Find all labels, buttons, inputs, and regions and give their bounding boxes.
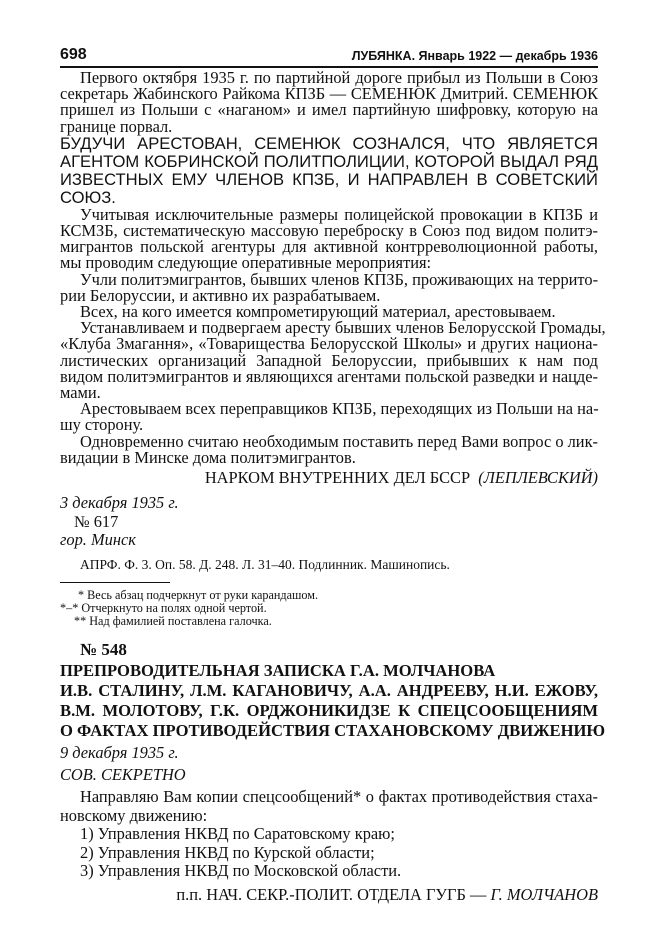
text-line: Учли политэмигрантов, бывших членов КПЗБ, проживающих на террито-: [80, 269, 599, 289]
list: [60, 825, 598, 881]
text-line: КСМЗБ, систематическую массовую переброску в Союз под видом политэ-: [60, 221, 598, 241]
doc1-signature: [60, 469, 598, 488]
text-line: Устанавливаем и подвергаем аресту бывших членов Белорусской Громады,: [80, 318, 606, 338]
doc-date: 3 декабря 1935 г.: [60, 493, 179, 512]
text-line: Одновременно считаю необходимым поставить перед Вами вопрос о лик-: [80, 431, 598, 451]
text-line: Первого октября 1935 г. по партийной дороге прибыл из Польши в Союз: [80, 68, 598, 87]
text-line: шу сторону.: [60, 415, 144, 435]
list-item: 2) Управления НКВД по Курской области;: [80, 842, 375, 862]
signature-name: (ЛЕПЛЕВСКИЙ): [478, 468, 598, 487]
text-line: новскому движению:: [60, 805, 208, 825]
signature-name: Г. МОЛЧАНОВ: [490, 885, 598, 904]
signature-title: НАРКОМ ВНУТРЕННИХ ДЕЛ БССР: [204, 468, 471, 487]
doc1-body: [60, 68, 606, 467]
text-line: Всех, на кого имеется компрометирующий материал, арестовываем.: [80, 302, 556, 322]
text-line: видации в Минске дома политэмигрантов.: [60, 447, 356, 467]
text-line: ИЗВЕСТНЫХ ЕМУ ЧЛЕНОВ КПЗБ, И НАПРАВЛЕН В СОВЕТСКИЙ: [60, 169, 598, 189]
paragraph: [60, 788, 598, 825]
text-line: секретарь Жабинского Райкома КПЗБ — СЕМЕНЮК Дмитрий. СЕМЕНЮК: [60, 84, 598, 104]
text-line: границе порвал.: [60, 116, 173, 136]
text-line: СОЮЗ.: [60, 187, 116, 207]
text-line: АГЕНТОМ КОБРИНСКОЙ ПОЛИТПОЛИЦИИ, КОТОРОЙ ВЫДАЛ РЯД: [60, 151, 598, 171]
doc1-meta: [60, 494, 598, 550]
paragraph: [60, 318, 606, 403]
text-line: Направляю Вам копии спецсообщений* о фактах противодействия стаха-: [80, 787, 598, 806]
doc2-number: № 548: [80, 640, 127, 659]
doc-place: гор. Минск: [60, 530, 136, 550]
text-line: Арестовываем всех переправщиков КПЗБ, переходящих из Польши на на-: [80, 399, 599, 419]
text-line: мигрантов польской агентуры для активной контрреволюционной работы,: [60, 237, 598, 257]
paragraph: [60, 401, 598, 433]
classification: СОВ. СЕКРЕТНО: [60, 765, 186, 784]
doc2-title: [60, 661, 606, 741]
page-number: 698: [60, 46, 87, 63]
title-line: И.В. СТАЛИНУ, Л.М. КАГАНОВИЧУ, А.А. АНДРЕЕВУ, Н.И. ЕЖОВУ,: [60, 681, 598, 700]
text-line: рии Белоруссии, и активно их разрабатываем.: [60, 285, 381, 305]
title-line: О ФАКТАХ ПРОТИВОДЕЙСТВИЯ СТАХАНОВСКОМУ ДВИЖЕНИЮ: [60, 721, 606, 740]
running-header: [60, 46, 598, 68]
text-line: Учитывая исключительные размеры полицейской провокации в КПЗБ и: [80, 204, 598, 224]
doc-number: № 617: [74, 511, 119, 531]
list-item: 1) Управления НКВД по Саратовскому краю;: [80, 824, 395, 843]
text-line: БУДУЧИ АРЕСТОВАН, СЕМЕНЮК СОЗНАЛСЯ, ЧТО ЯВЛЯЕТСЯ: [60, 133, 598, 153]
title-line: В.М. МОЛОТОВУ, Г.К. ОРДЖОНИКИДЗЕ К СПЕЦСООБЩЕНИЯМ: [60, 701, 598, 720]
paragraph: [60, 269, 599, 305]
text-line: мы проводим следующие оперативные мероприятия:: [60, 253, 432, 273]
text-line: мами.: [60, 383, 101, 403]
doc2-date: 9 декабря 1935 г.: [60, 743, 179, 762]
paragraph: [60, 204, 598, 273]
footnote: ** Над фамилией поставлена галочка.: [74, 614, 272, 628]
title-line: ПРЕПРОВОДИТЕЛЬНАЯ ЗАПИСКА Г.А. МОЛЧАНОВА: [60, 661, 496, 680]
text-line: листических организаций Западной Белоруссии, прибывших к нам под: [60, 350, 598, 370]
footnotes: [60, 589, 598, 628]
caps-paragraph: [60, 135, 598, 207]
text-line: пришел из Польши с «наганом» и имел партийную шифровку, которую на: [60, 100, 598, 120]
running-title: ЛУБЯНКА. Январь 1922 — декабрь 1936: [351, 49, 598, 63]
doc2-body: [60, 788, 598, 881]
list-item: 3) Управления НКВД по Московской области.: [80, 861, 402, 880]
paragraph: [60, 431, 598, 467]
footnote: * Весь абзац подчеркнут от руки карандашом.: [78, 588, 319, 602]
footnote-divider: [60, 582, 170, 583]
paragraph: [60, 70, 598, 135]
text-line: видом политэмигрантов и являющихся агентами польской разведки и нацде-: [60, 366, 598, 386]
text-line: «Клуба Змагання», «Товарищества Белорусской Школы» и других национа-: [60, 334, 598, 354]
archive-source: АПРФ. Ф. 3. Оп. 58. Д. 248. Л. 31–40. Подлинник. Машинопись.: [80, 557, 450, 572]
footnote: *–* Отчеркнуто на полях одной чертой.: [60, 601, 267, 615]
signature-title: п.п. НАЧ. СЕКР.-ПОЛИТ. ОТДЕЛА ГУГБ —: [176, 885, 487, 904]
